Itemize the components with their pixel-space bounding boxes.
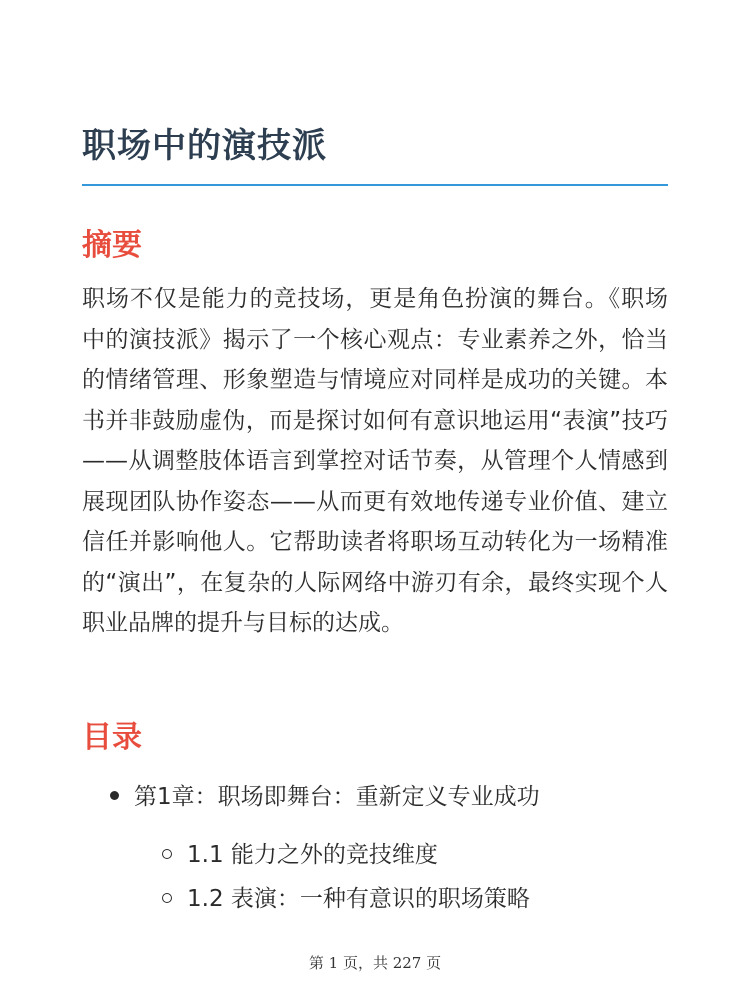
- abstract-text: 职场不仅是能力的竞技场，更是角色扮演的舞台。《职场中的演技派》揭示了一个核心观点：专业素养之外，恰当的情绪管理、形象塑造与情境应对同样是成功的关键。本书并非鼓励虚伪，而是探讨如何有意识地运用“表演”技巧——从调整肢体语言到掌控对话节奏，从管理个人情感到展现团队协作姿态——从而更有效地传递专业价值、建立信任并影响他人。它帮助读者将职场互动转化为一场精准的“演出”，在复杂的人际网络中游刃有余，最终实现个人职业品牌的提升与目标的达成。: [82, 286, 668, 636]
- title-divider: [82, 184, 668, 186]
- toc-section-1-2-label: 1.2 表演：一种有意识的职场策略: [187, 886, 530, 912]
- book-title: 职场中的演技派: [82, 126, 327, 166]
- toc-chapter-1[interactable]: [110, 778, 540, 811]
- page-number-footer: 第 1 页，共 227 页: [308, 954, 442, 972]
- toc-section-1-1[interactable]: [162, 836, 438, 869]
- hollow-bullet-icon: [162, 893, 172, 903]
- filled-bullet-icon: [110, 791, 119, 800]
- toc-section-1-2[interactable]: [162, 880, 530, 913]
- toc-section-1-1-label: 1.1 能力之外的竞技维度: [187, 842, 438, 868]
- abstract-heading: 摘要: [82, 228, 142, 263]
- hollow-bullet-icon: [162, 849, 172, 859]
- toc-heading: 目录: [82, 720, 142, 755]
- toc-chapter-1-label: 第1章：职场即舞台：重新定义专业成功: [134, 784, 540, 810]
